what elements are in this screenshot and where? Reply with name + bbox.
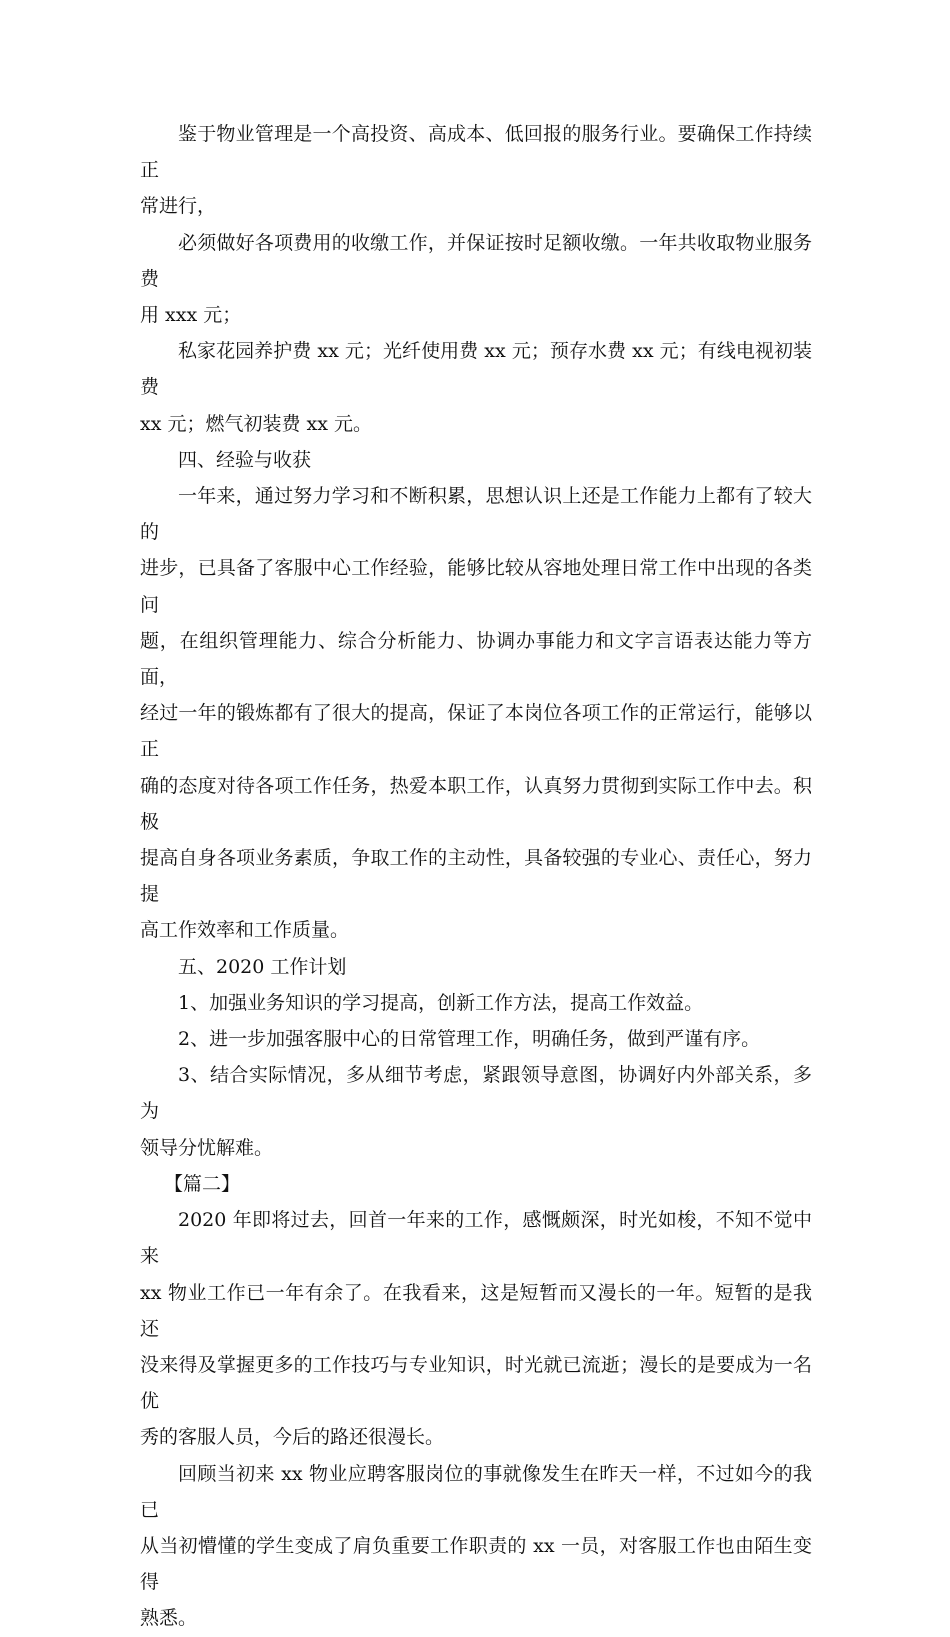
paragraph-experience bbox=[140, 478, 812, 949]
section-heading-experience bbox=[140, 442, 812, 478]
text-line: 3、结合实际情况，多从细节考虑，紧跟领导意图，协调好内外部关系，多为 bbox=[140, 1064, 812, 1123]
text-line: 领导分忧解难。 bbox=[140, 1136, 274, 1159]
document-page bbox=[140, 116, 812, 1637]
section-marker-text: 【篇二】 bbox=[164, 1172, 241, 1195]
text-line: 1、加强业务知识的学习提高，创新工作方法，提高工作效益。 bbox=[178, 991, 704, 1014]
text-line: 高工作效率和工作质量。 bbox=[140, 919, 350, 942]
section-heading-work-plan bbox=[140, 949, 812, 985]
paragraph-looking-back bbox=[140, 1456, 812, 1637]
text-line: xx 元；燃气初装费 xx 元。 bbox=[140, 412, 372, 435]
text-line: 鉴于物业管理是一个高投资、高成本、低回报的服务行业。要确保工作持续正 bbox=[140, 123, 812, 182]
paragraph-year-review bbox=[140, 1202, 812, 1455]
heading-text: 五、2020 工作计划 bbox=[178, 955, 347, 978]
text-line: 秀的客服人员，今后的路还很漫长。 bbox=[140, 1426, 445, 1449]
text-line: 经过一年的锻炼都有了很大的提高，保证了本岗位各项工作的正常运行，能够以正 bbox=[140, 702, 812, 761]
paragraph-fee-collection-intro bbox=[140, 116, 812, 225]
text-line: 2020 年即将过去，回首一年来的工作，感慨颇深，时光如梭，不知不觉中来 bbox=[140, 1209, 812, 1268]
text-line: 题，在组织管理能力、综合分析能力、协调办事能力和文字言语表达能力等方面， bbox=[140, 629, 812, 689]
text-line: 必须做好各项费用的收缴工作，并保证按时足额收缴。一年共收取物业服务费 bbox=[140, 231, 812, 290]
text-line: 2、进一步加强客服中心的日常管理工作，明确任务，做到严谨有序。 bbox=[178, 1028, 761, 1051]
section-marker-part-two bbox=[140, 1166, 812, 1202]
text-line: 从当初懵懂的学生变成了肩负重要工作职责的 xx 一员，对客服工作也由陌生变得 bbox=[140, 1534, 812, 1594]
paragraph-service-fee bbox=[140, 225, 812, 334]
text-line: 私家花园养护费 xx 元；光纤使用费 xx 元；预存水费 xx 元；有线电视初装费 bbox=[140, 340, 812, 399]
text-line: 回顾当初来 xx 物业应聘客服岗位的事就像发生在昨天一样，不过如今的我已 bbox=[140, 1462, 812, 1521]
text-line: 一年来，通过努力学习和不断积累，思想认识上还是工作能力上都有了较大的 bbox=[140, 485, 812, 544]
text-line: xx 物业工作已一年有余了。在我看来，这是短暂而又漫长的一年。短暂的是我还 bbox=[140, 1281, 812, 1340]
text-line: 进步，已具备了客服中心工作经验，能够比较从容地处理日常工作中出现的各类问 bbox=[140, 557, 812, 616]
text-line: 用 xxx 元； bbox=[140, 304, 242, 327]
text-line: 确的态度对待各项工作任务，热爱本职工作，认真努力贯彻到实际工作中去。积极 bbox=[140, 774, 812, 833]
text-line: 熟悉。 bbox=[140, 1607, 198, 1630]
text-line: 常进行， bbox=[140, 195, 217, 218]
list-item-plan-2 bbox=[140, 1021, 812, 1057]
list-item-plan-1 bbox=[140, 985, 812, 1021]
text-line: 没来得及掌握更多的工作技巧与专业知识，时光就已流逝；漫长的是要成为一名优 bbox=[140, 1353, 812, 1413]
paragraph-other-fees bbox=[140, 333, 812, 442]
text-line: 提高自身各项业务素质，争取工作的主动性，具备较强的专业心、责任心，努力提 bbox=[140, 847, 812, 906]
heading-text: 四、经验与收获 bbox=[178, 448, 312, 471]
list-item-plan-3 bbox=[140, 1057, 812, 1166]
